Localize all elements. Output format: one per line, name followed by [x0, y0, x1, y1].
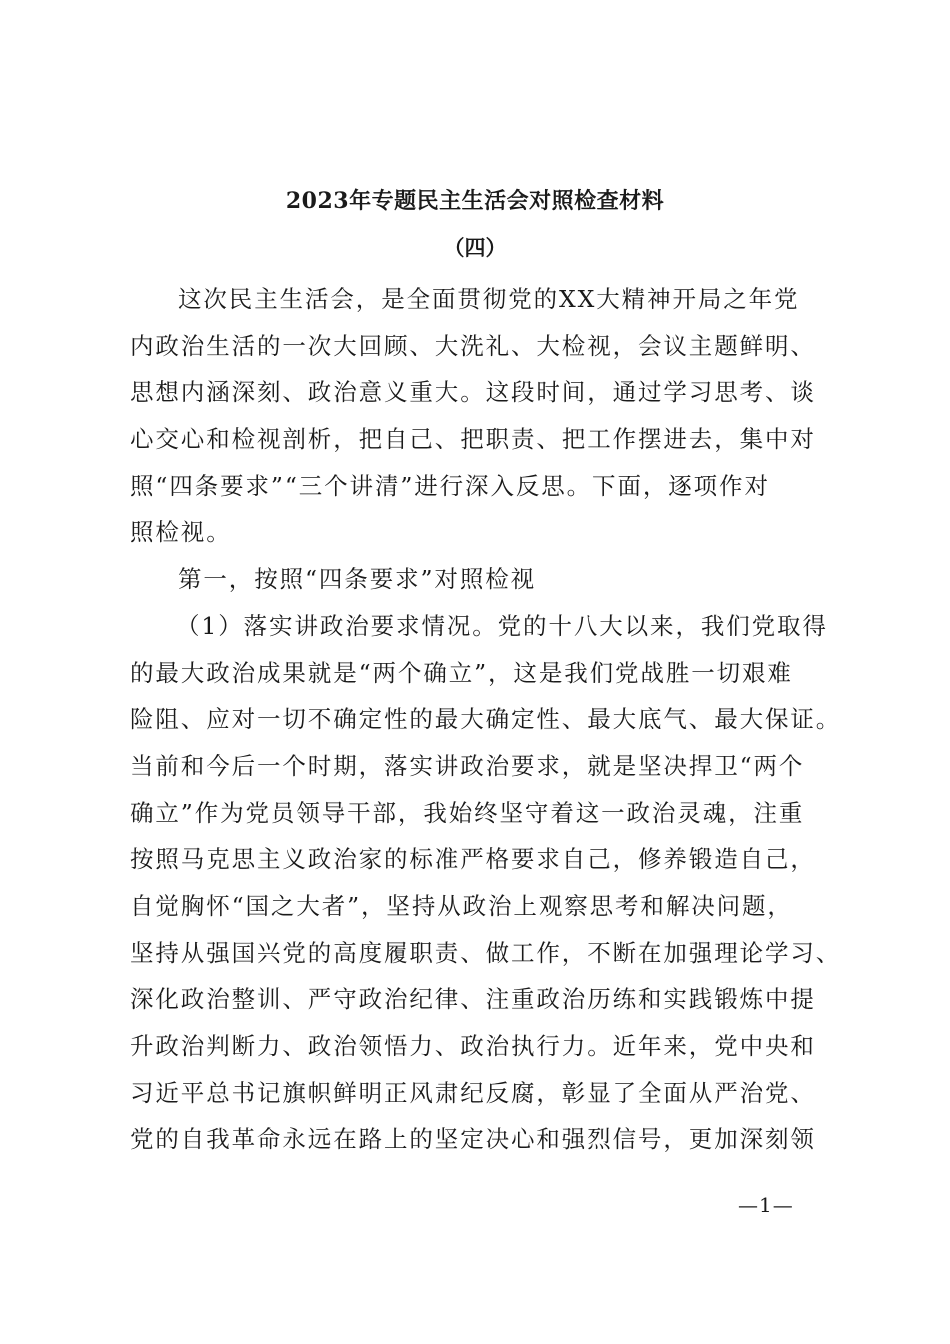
page-number: —1—	[738, 1193, 794, 1217]
document-subtitle: （四）	[443, 235, 507, 260]
paragraph-line: 党的自我革命永远在路上的坚定决心和强烈信号，更加深刻领	[130, 1125, 816, 1154]
paragraph-line: 的最大政治成果就是“两个确立”，这是我们党战胜一切艰难	[130, 658, 793, 687]
paragraph-line: （1）落实讲政治要求情况。党的十八大以来，我们党取得	[176, 611, 828, 640]
paragraph-line: 当前和今后一个时期，落实讲政治要求，就是坚决捍卫“两个	[130, 751, 805, 780]
paragraph-line: 深化政治整训、严守政治纪律、注重政治历练和实践锻炼中提	[130, 985, 816, 1014]
paragraph-line: 坚持从强国兴党的高度履职责、做工作，不断在加强理论学习、	[130, 938, 842, 967]
paragraph-line: 照“四条要求”“三个讲清”进行深入反思。下面，逐项作对	[130, 471, 770, 500]
paragraph-line: 内政治生活的一次大回顾、大洗礼、大检视，会议主题鲜明、	[130, 331, 816, 360]
paragraph-line: 自觉胸怀“国之大者”，坚持从政治上观察思考和解决问题，	[130, 891, 793, 920]
document-title: 2023年专题民主生活会对照检查材料	[285, 188, 665, 214]
paragraph-line: 这次民主生活会，是全面贯彻党的XX大精神开局之年党	[178, 285, 800, 313]
paragraph-line: 按照马克思主义政治家的标准严格要求自己，修养锻造自己，	[130, 845, 816, 874]
paragraph-line: 习近平总书记旗帜鲜明正风肃纪反腐，彰显了全面从严治党、	[130, 1078, 816, 1107]
paragraph-line: 心交心和检视剖析，把自己、把职责、把工作摆进去，集中对	[130, 425, 816, 454]
section-heading: 第一，按照“四条要求”对照检视	[178, 565, 537, 594]
paragraph-line: 照检视。	[130, 518, 232, 547]
paragraph-line: 险阻、应对一切不确定性的最大确定性、最大底气、最大保证。	[130, 705, 842, 734]
paragraph-line: 确立”作为党员领导干部，我始终坚守着这一政治灵魂，注重	[130, 798, 805, 827]
document-body	[130, 276, 842, 1163]
paragraph-line: 思想内涵深刻、政治意义重大。这段时间，通过学习思考、谈	[130, 378, 816, 407]
paragraph-line: 升政治判断力、政治领悟力、政治执行力。近年来，党中央和	[130, 1032, 816, 1060]
